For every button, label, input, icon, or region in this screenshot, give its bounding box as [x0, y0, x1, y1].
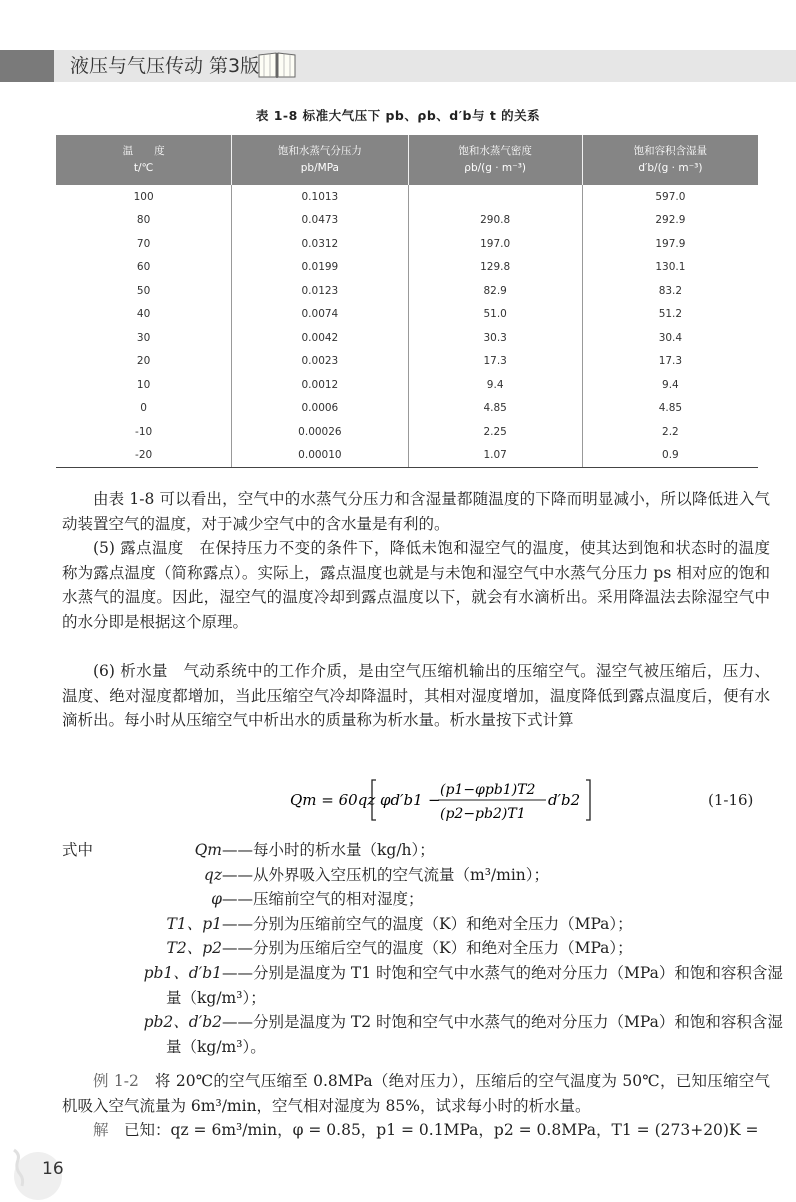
column-header: 温 度 t/℃ [56, 135, 232, 185]
table-row [56, 185, 758, 209]
symbol-definitions [62, 838, 783, 1059]
table-cell: 9.4 [582, 373, 758, 397]
table-cell: 0.0074 [232, 303, 408, 327]
table-row [56, 256, 758, 280]
table-cell: 17.3 [582, 350, 758, 374]
table-cell: 0.1013 [232, 185, 408, 209]
table-row [56, 373, 758, 397]
table-cell: 0.0023 [232, 350, 408, 374]
table-cell: 0.0123 [232, 279, 408, 303]
table-cell: 129.8 [408, 256, 582, 280]
table-row [56, 279, 758, 303]
table-cell: 20 [136, 355, 151, 368]
solution [62, 1118, 770, 1143]
formula-denominator: (p2−pb2)T1 [440, 806, 526, 822]
table-cell: -20 [56, 444, 232, 468]
table-cell: 0.9 [582, 444, 758, 468]
example-1-2 [62, 1069, 770, 1118]
paragraph-dew-point: (5) 露点温度 在保持压力不变的条件下，降低未饱和湿空气的温度，使其达到饱和状态时的温度称为露点温度（简称露点）。实际上，露点温度也就是与未饱和湿空气中水蒸气分压力 ps 相对应的饱和水蒸气的温度。因此，湿空气的温度冷却到露点温度以下，就会有水滴析出。采用降温法去除湿空气中的水分即是根据这个原理。 [62, 539, 770, 631]
book-title: 液压与气压传动 第3版 [70, 55, 260, 77]
solution-text: 已知：qz = 6m³/min，φ = 0.85，p1 = 0.1MPa，p2 = 0.8MPa，T1 = (273+20)K = [124, 1121, 759, 1139]
running-header [0, 50, 796, 82]
column-header: 饱和容积含湿量 d′b/(g · m⁻³) [582, 135, 758, 185]
table-cell: 80 [136, 214, 151, 227]
table-row [56, 326, 758, 350]
table-cell: 292.9 [582, 209, 758, 233]
definition-row: 量（kg/m³）； [166, 988, 266, 1007]
table-cell: 51.2 [582, 303, 758, 327]
definition-row: 式中 Qm ——每小时的析水量（kg/h）； [62, 838, 770, 863]
formula-numerator: (p1−φpb1)T2 [440, 782, 536, 798]
table-cell: 100 [133, 190, 154, 203]
table-cell: 9.4 [408, 373, 582, 397]
table-row [56, 420, 758, 444]
table-cell: 0.00026 [232, 420, 408, 444]
table-cell: 1.07 [408, 444, 582, 468]
table-cell: 30.3 [408, 326, 582, 350]
table-cell: -10 [135, 425, 153, 438]
formula-term2: d′b2 [548, 791, 581, 809]
table-cell: 17.3 [408, 350, 582, 374]
table-cell: 60 [136, 261, 151, 274]
table-cell: 0.0473 [232, 209, 408, 233]
table-cell: 0.00010 [232, 444, 408, 468]
solution-label: 解 [93, 1121, 109, 1139]
table-cell: 0.0199 [232, 256, 408, 280]
table-cell: 70 [136, 237, 151, 250]
formula-number: (1-16) [708, 791, 754, 809]
table-cell: 50 [136, 284, 151, 297]
table-cell: 83.2 [582, 279, 758, 303]
definition-lead: 式中 [62, 841, 94, 859]
table-cell: 4.85 [582, 397, 758, 421]
table-body [56, 185, 758, 468]
table-cell: 0.0312 [232, 232, 408, 256]
column-header: 饱和水蒸气分压力 pb/MPa [232, 135, 408, 185]
table-cell: 197.9 [582, 232, 758, 256]
table-cell: 10 [136, 378, 151, 391]
table-cell: 197.0 [408, 232, 582, 256]
example-label: 例 1-2 [93, 1072, 139, 1090]
example-text: 将 20℃的空气压缩至 0.8MPa（绝对压力），压缩后的空气温度为 50℃，已知压缩空气机吸入空气流量为 6m³/min，空气相对湿度为 85%，试求每小时的析水量。 [62, 1072, 770, 1115]
definition-row: T2、p2 ——分别为压缩后空气的温度（K）和绝对全压力（MPa）； [166, 939, 633, 958]
formula-lhs: Qm = 60qz [290, 791, 376, 809]
book-icon [256, 51, 298, 79]
saturation-table [56, 135, 758, 468]
column-header: 饱和水蒸气密度 ρb/(g · m⁻³) [408, 135, 582, 185]
table-cell: 51.0 [408, 303, 582, 327]
paragraph-water-precipitation: (6) 析水量 气动系统中的工作介质，是由空气压缩机输出的压缩空气。湿空气被压缩后，压力、温度、绝对湿度都增加，当此压缩空气冷却降温时，其相对湿度增加，温度降低到露点温度后，便有水滴析出。每小时从压缩空气中析出水的质量称为析水量。析水量按下式计算 [62, 662, 770, 730]
header-accent-block [0, 50, 54, 82]
table-cell: 4.85 [408, 397, 582, 421]
table-cell: 2.2 [582, 420, 758, 444]
table-caption: 表 1-8 标准大气压下 pb、ρb、d′b与 t 的关系 [255, 108, 541, 123]
table-row [56, 232, 758, 256]
page-number: 16 [42, 1159, 64, 1179]
table-cell: 290.8 [408, 209, 582, 233]
table-row [56, 397, 758, 421]
formula-term1: φd′b1 [380, 791, 423, 809]
definition-row: qz ——从外界吸入空压机的空气流量（m³/min）； [203, 865, 550, 884]
table-row [56, 444, 758, 468]
table-cell [408, 185, 582, 209]
paragraph-1: 由表 1-8 可以看出，空气中的水蒸气分压力和含湿量都随温度的下降而明显减小，所以降低进入气动装置空气的温度，对于减少空气中的含水量是有利的。 [62, 490, 770, 533]
table-cell: 130.1 [582, 256, 758, 280]
table-cell: 2.25 [408, 420, 582, 444]
formula-1-16 [290, 770, 690, 826]
table-cell: 597.0 [582, 185, 758, 209]
table-cell: 82.9 [408, 279, 582, 303]
definition-row: φ ——压缩前空气的相对湿度； [211, 890, 424, 909]
table-header-row [56, 135, 758, 185]
table-row [56, 303, 758, 327]
table-cell: 30 [136, 331, 151, 344]
definition-row: pb2、d′b2 ——分别是温度为 T2 时饱和空气中水蒸气的绝对分压力（MPa）和饱和容积含湿 [143, 1013, 783, 1032]
table-cell: 0.0012 [232, 373, 408, 397]
table-row [56, 209, 758, 233]
table-cell: 40 [136, 308, 151, 321]
definition-row: 量（kg/m³）。 [166, 1037, 266, 1056]
definition-row: T1、p1 ——分别为压缩前空气的温度（K）和绝对全压力（MPa）； [166, 914, 633, 933]
table-cell: 0 [140, 402, 147, 415]
formula-minus: − [428, 791, 441, 809]
table-cell: 0.0006 [232, 397, 408, 421]
table-cell: 30.4 [582, 326, 758, 350]
table-cell: 0.0042 [232, 326, 408, 350]
table-row [56, 350, 758, 374]
definition-row: pb1、d′b1 ——分别是温度为 T1 时饱和空气中水蒸气的绝对分压力（MPa）和饱和容积含湿 [143, 963, 783, 982]
